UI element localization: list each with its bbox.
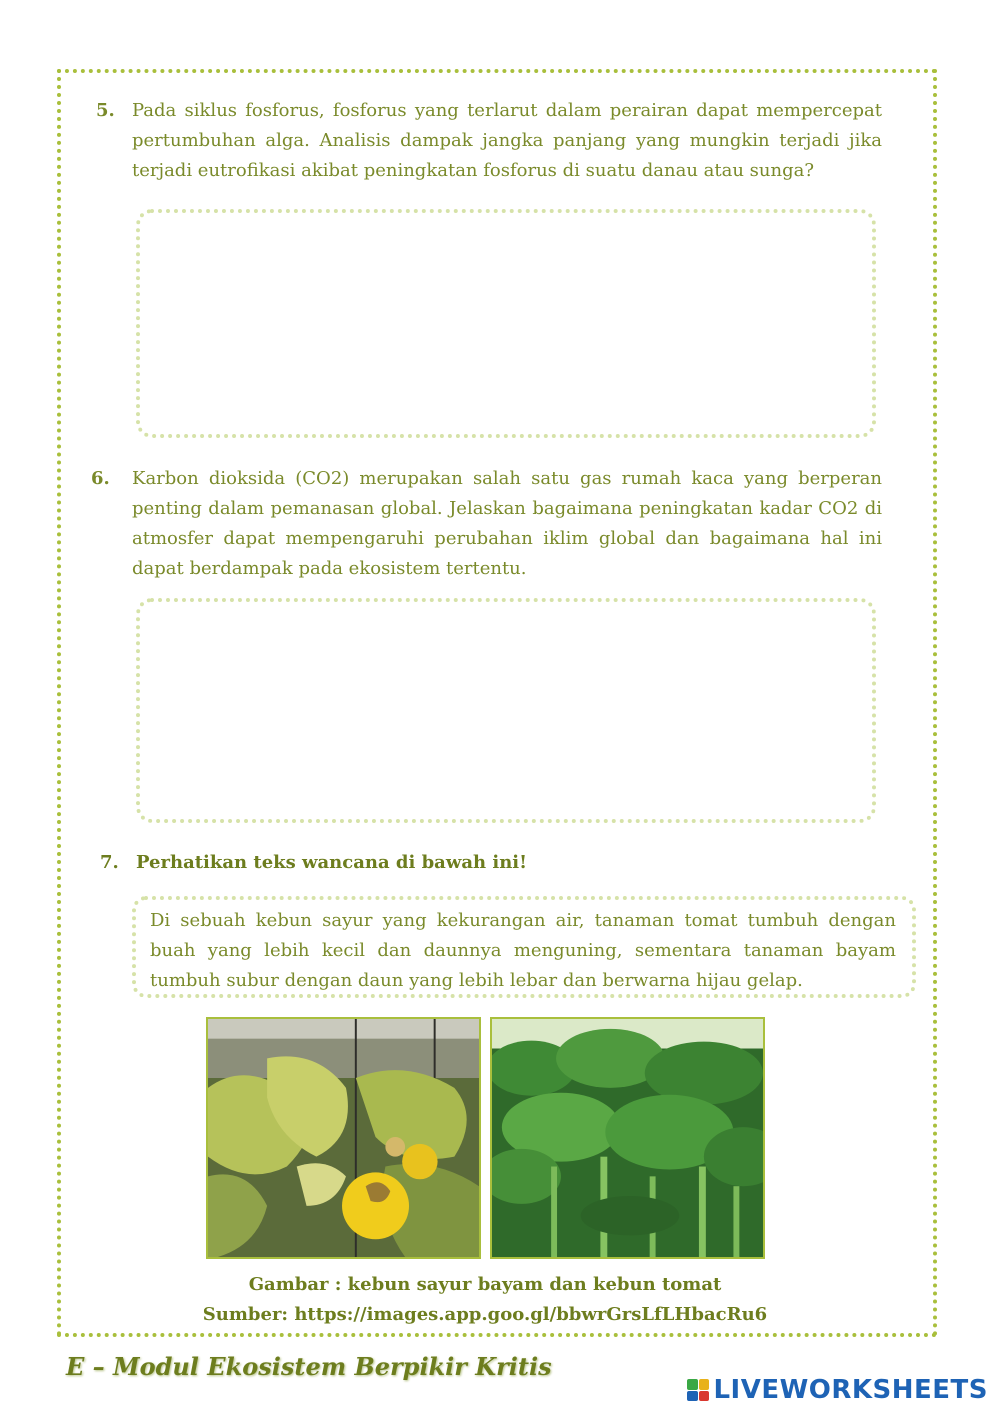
image-source: Sumber: https://images.app.goo.gl/bbwrGrsLfLHbacRu6 [202, 1304, 768, 1325]
question-5 [96, 96, 882, 188]
answer-box-5[interactable] [136, 209, 876, 438]
module-title: E – Modul Ekosistem Berpikir Kritis [66, 1352, 552, 1381]
tomato-garden-photo [206, 1017, 481, 1259]
liveworksheets-brand[interactable] [687, 1374, 988, 1406]
question-text: Karbon dioksida (CO2) merupakan salah satu gas rumah kaca yang berperan penting dalam pemanasan global. Jelaskan bagaimana peningkatan kadar CO2 di atmosfer dapat mempengaruhi perubahan iklim global dan bagaimana hal ini dapat berdampak pada ekosistem tertentu. [132, 468, 882, 579]
question-number: 6. [91, 468, 110, 489]
brand-name: LIVEWORKSHEETS [713, 1375, 988, 1405]
question-text: Perhatikan teks wancana di bawah ini! [136, 852, 528, 873]
question-7-title [100, 850, 527, 876]
question-text: Pada siklus fosforus, fosforus yang terlarut dalam perairan dapat mempercepat pertumbuhan alga. Analisis dampak jangka panjang yang mungkin terjadi jika terjadi eutrofikasi akibat peningkatan fosforus di suatu danau atau sunga? [132, 100, 882, 181]
spinach-garden-photo [490, 1017, 765, 1259]
question-number: 5. [96, 100, 115, 121]
passage-box: Di sebuah kebun sayur yang kekurangan air, tanaman tomat tumbuh dengan buah yang lebih kecil dan daunnya menguning, sementara tanaman bayam tumbuh subur dengan daun yang lebih lebar dan berwarna hijau gelap. [132, 896, 916, 998]
image-caption: Gambar : kebun sayur bayam dan kebun tomat [248, 1274, 722, 1295]
liveworksheets-logo-icon [687, 1379, 709, 1401]
answer-box-6[interactable] [136, 598, 876, 823]
question-6 [91, 464, 882, 586]
question-number: 7. [100, 852, 119, 873]
